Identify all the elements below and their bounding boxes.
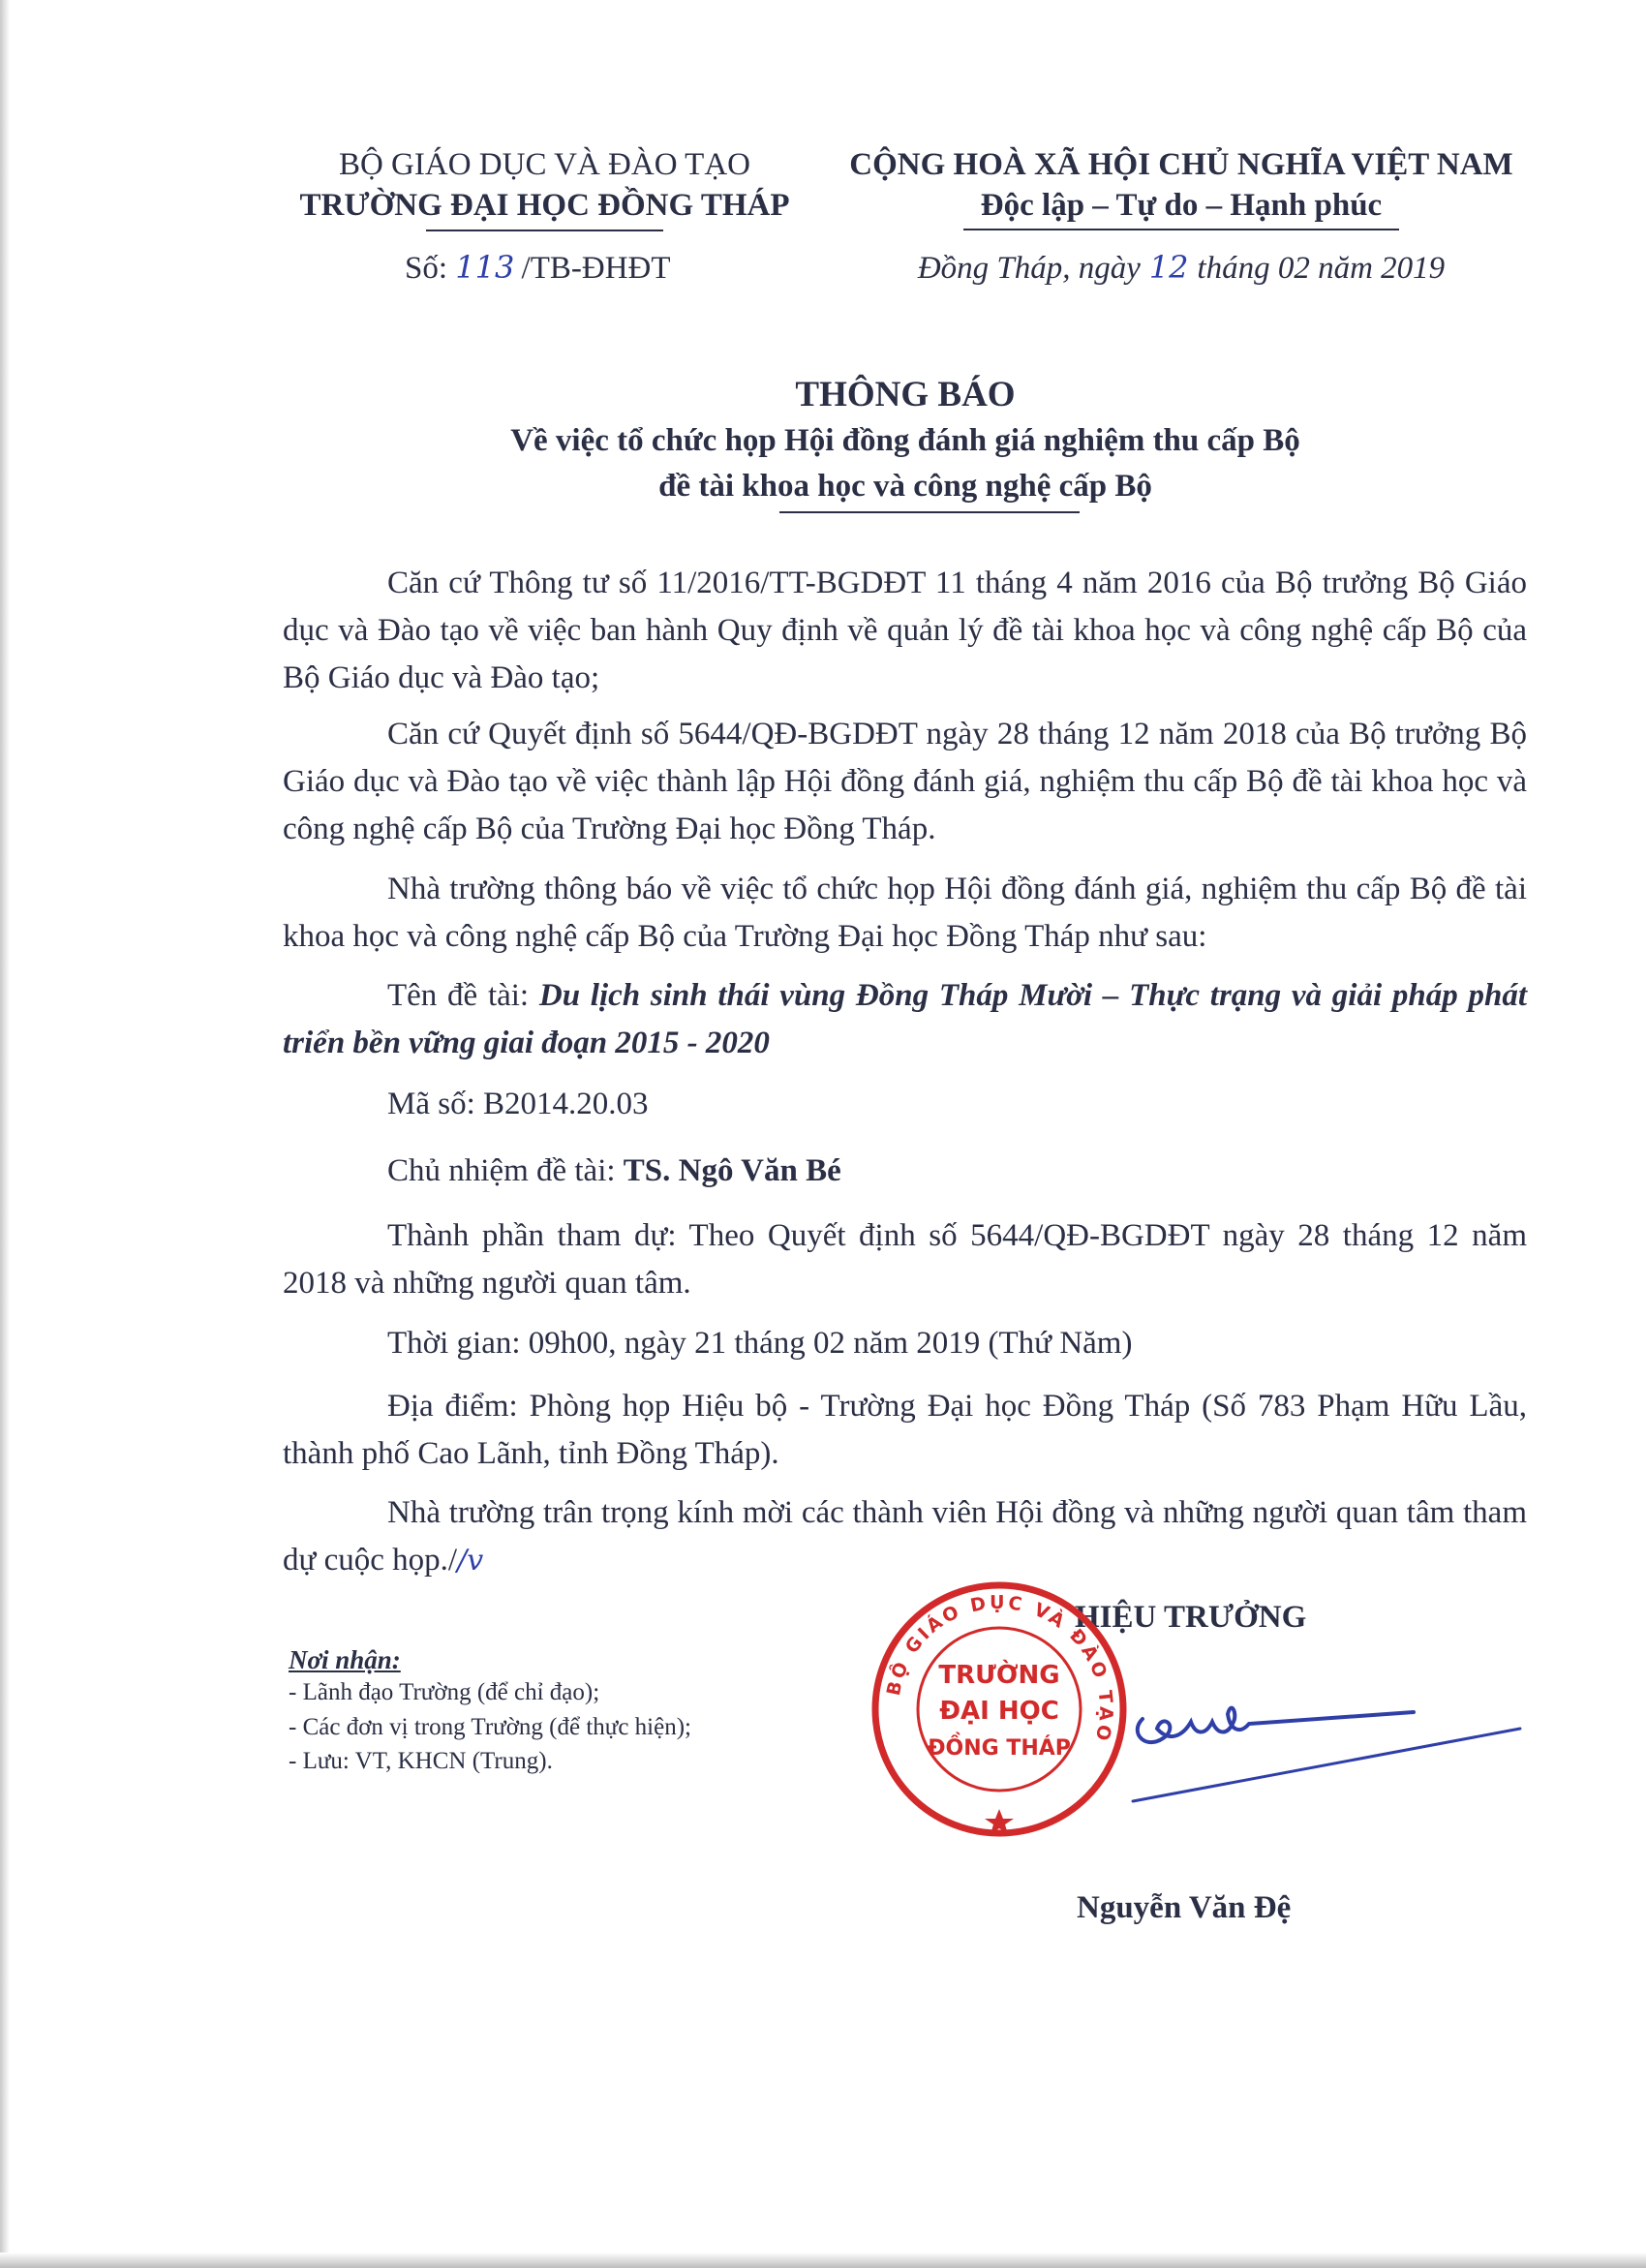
closing-text: Nhà trường trân trọng kính mời các thành viên Hội đồng và những người quan tâm tham dự cuộc họp./ [283, 1495, 1527, 1578]
handwritten-signature [1123, 1675, 1530, 1811]
number-prefix: Số: [405, 251, 448, 286]
university-underline [426, 230, 663, 231]
closing-mark-handwritten: /v [457, 1544, 484, 1578]
meeting-time: Thời gian: 09h00, ngày 21 tháng 02 năm 2019 (Thứ Năm) [387, 1326, 1133, 1361]
paragraph-announcement [283, 866, 1527, 961]
paragraph-closing [283, 1489, 1527, 1584]
recipients-title [289, 1644, 401, 1677]
date-day-handwritten: 12 [1148, 249, 1189, 286]
paragraph-participants: Thành phần tham dự: Theo Quyết định số 5644/QĐ-BGDĐT ngày 28 tháng 12 năm 2018 và những người quan tâm. [283, 1218, 1527, 1301]
notice-subject-line1: Về việc tổ chức họp Hội đồng đánh giá nghiệm thu cấp Bộ [510, 423, 1300, 458]
paragraph-legal-basis-1: Căn cứ Thông tư số 11/2016/TT-BGDĐT 11 tháng 4 năm 2016 của Bộ trưởng Bộ Giáo dục và Đào tạo về việc ban hành Quy định về quản lý đề tài khoa học và công nghệ cấp Bộ của Bộ Giáo dục và Đào tạo; [283, 566, 1527, 695]
title-underline [779, 511, 1080, 513]
lead-label: Chủ nhiệm đề tài: [387, 1153, 616, 1188]
project-code: Mã số: B2014.20.03 [387, 1087, 649, 1121]
document-number [405, 248, 671, 288]
recipient-item: - Lãnh đạo Trường (để chỉ đạo); [289, 1679, 600, 1705]
national-motto: Độc lập – Tự do – Hạnh phúc [980, 188, 1383, 223]
recipients-title-text: Nơi nhận: [289, 1645, 401, 1674]
university-name: TRƯỜNG ĐẠI HỌC ĐỒNG THÁP [299, 188, 790, 223]
signer-name: Nguyễn Văn Đệ [1077, 1890, 1292, 1925]
paragraph-location: Địa điểm: Phòng họp Hiệu bộ - Trường Đại học Đồng Tháp (Số 783 Phạm Hữu Lầu, thành phố Cao Lãnh, tỉnh Đồng Tháp). [283, 1389, 1527, 1471]
issue-date [833, 248, 1530, 288]
number-handwritten: 113 [455, 249, 515, 286]
project-lead [387, 1148, 841, 1195]
date-suffix: tháng 02 năm 2019 [1197, 251, 1446, 286]
lead-value: TS. Ngô Văn Bé [623, 1153, 841, 1188]
signer-role: HIỆU TRƯỞNG [1075, 1600, 1307, 1635]
scan-edge-left [0, 0, 10, 2268]
date-prefix: Đồng Tháp, ngày [917, 251, 1141, 286]
country-name: CỘNG HOÀ XÃ HỘI CHỦ NGHĨA VIỆT NAM [849, 147, 1513, 182]
seal-center-line1: TRƯỜNG [938, 1661, 1060, 1690]
recipient-item: - Lưu: VT, KHCN (Trung). [289, 1748, 553, 1774]
motto-underline [963, 229, 1399, 230]
number-suffix: /TB-ĐHĐT [521, 251, 671, 286]
notice-heading: THÔNG BÁO [795, 375, 1016, 414]
paragraph-legal-basis-2: Căn cứ Quyết định số 5644/QĐ-BGDĐT ngày 28 tháng 12 năm 2018 của Bộ trưởng Bộ Giáo dục và Đào tạo về việc thành lập Hội đồng đánh giá, nghiệm thu cấp Bộ đề tài khoa học và công nghệ cấp Bộ của Trường Đại học Đồng Tháp. [283, 717, 1527, 846]
seal-center-line3: ĐỒNG THÁP [928, 1736, 1071, 1761]
topic-value: Du lịch sinh thái vùng Đồng Tháp Mười – Thực trạng và giải pháp phát triển bền vững giai đoạn 2015 - 2020 [283, 978, 1528, 1060]
seal-center-line2: ĐẠI HỌC [939, 1697, 1059, 1726]
announcement-text: Nhà trường thông báo về việc tổ chức họp Hội đồng đánh giá, nghiệm thu cấp Bộ đề tài khoa học và công nghệ cấp Bộ của Trường Đại học Đồng Tháp như sau: [283, 872, 1527, 954]
official-seal [869, 1578, 1130, 1840]
recipient-item: - Các đơn vị trong Trường (để thực hiện); [289, 1714, 691, 1740]
ministry-name: BỘ GIÁO DỤC VÀ ĐÀO TẠO [338, 147, 751, 182]
topic-label: Tên đề tài: [387, 978, 530, 1013]
scan-edge-bottom [0, 2253, 1646, 2268]
notice-subject-line2: đề tài khoa học và công nghệ cấp Bộ [658, 469, 1152, 504]
paragraph-topic [283, 972, 1527, 1067]
seal-ring-text: BỘ GIÁO DỤC VÀ ĐÀO TẠO [882, 1591, 1117, 1746]
